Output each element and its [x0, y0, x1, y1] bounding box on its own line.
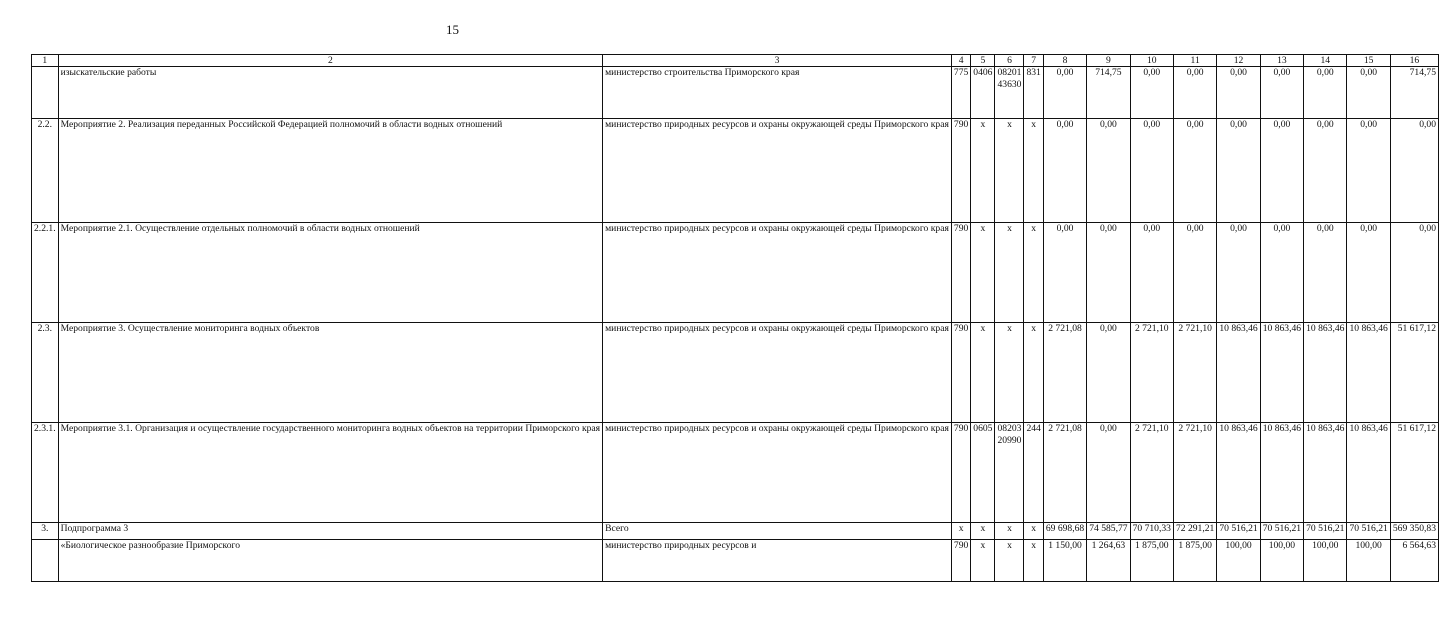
column-header-12: 12	[1217, 55, 1260, 67]
cell-col-13: 10 863,46	[1260, 423, 1303, 523]
cell-col-2: «Биологическое разнообразие Приморского	[58, 540, 603, 582]
cell-col-16: 0,00	[1390, 223, 1438, 323]
cell-col-12: 10 863,46	[1217, 423, 1260, 523]
cell-col-12: 0,00	[1217, 223, 1260, 323]
cell-col-8: 2 721,08	[1043, 323, 1086, 423]
cell-col-11: 72 291,21	[1173, 523, 1216, 540]
column-header-7: 7	[1024, 55, 1043, 67]
column-header-15: 15	[1347, 55, 1390, 67]
cell-col-1: 3.	[32, 523, 59, 540]
cell-col-11: 0,00	[1173, 223, 1216, 323]
column-header-2: 2	[58, 55, 603, 67]
column-header-13: 13	[1260, 55, 1303, 67]
page-number: 15	[446, 22, 459, 37]
table-row	[32, 67, 1439, 119]
cell-col-1: 2.3.1.	[32, 423, 59, 523]
cell-col-3: министерство строительства Приморского края	[603, 67, 952, 119]
column-header-9: 9	[1087, 55, 1130, 67]
cell-col-3: министерство природных ресурсов и охраны окружающей среды Приморского края	[603, 223, 952, 323]
cell-col-2: Подпрограмма 3	[58, 523, 603, 540]
column-header-5: 5	[971, 55, 995, 67]
cell-col-12: 0,00	[1217, 119, 1260, 223]
cell-col-7: x	[1024, 323, 1043, 423]
cell-col-14: 0,00	[1304, 223, 1347, 323]
cell-col-15: 10 863,46	[1347, 423, 1390, 523]
cell-col-6: 08203 20990	[995, 423, 1024, 523]
cell-col-10: 0,00	[1130, 67, 1173, 119]
cell-col-12: 10 863,46	[1217, 323, 1260, 423]
cell-col-2: Мероприятие 3.1. Организация и осуществление государственного мониторинга водных объектов на территории Приморского края	[58, 423, 603, 523]
cell-col-9: 714,75	[1087, 67, 1130, 119]
cell-col-3: министерство природных ресурсов и	[603, 540, 952, 582]
cell-col-15: 70 516,21	[1347, 523, 1390, 540]
cell-col-15: 0,00	[1347, 119, 1390, 223]
cell-col-13: 0,00	[1260, 223, 1303, 323]
cell-col-5: 0605	[971, 423, 995, 523]
cell-col-7: x	[1024, 223, 1043, 323]
cell-col-15: 0,00	[1347, 223, 1390, 323]
cell-col-14: 0,00	[1304, 67, 1347, 119]
column-header-10: 10	[1130, 55, 1173, 67]
cell-col-4: x	[951, 523, 970, 540]
table-row	[32, 119, 1439, 223]
cell-col-7: 831	[1024, 67, 1043, 119]
cell-col-9: 1 264,63	[1087, 540, 1130, 582]
cell-col-3: министерство природных ресурсов и охраны окружающей среды Приморского края	[603, 423, 952, 523]
cell-col-6: x	[995, 523, 1024, 540]
cell-col-11: 2 721,10	[1173, 423, 1216, 523]
cell-col-10: 2 721,10	[1130, 323, 1173, 423]
cell-col-6: x	[995, 540, 1024, 582]
cell-col-5: x	[971, 323, 995, 423]
cell-col-9: 0,00	[1087, 323, 1130, 423]
cell-col-13: 70 516,21	[1260, 523, 1303, 540]
cell-col-13: 0,00	[1260, 119, 1303, 223]
cell-col-13: 10 863,46	[1260, 323, 1303, 423]
cell-col-1: 2.3.	[32, 323, 59, 423]
cell-col-1: 2.2.	[32, 119, 59, 223]
cell-col-3: министерство природных ресурсов и охраны окружающей среды Приморского края	[603, 323, 952, 423]
column-header-3: 3	[603, 55, 952, 67]
table-row	[32, 523, 1439, 540]
cell-col-8: 0,00	[1043, 119, 1086, 223]
cell-col-16: 51 617,12	[1390, 323, 1438, 423]
cell-col-12: 70 516,21	[1217, 523, 1260, 540]
cell-col-15: 100,00	[1347, 540, 1390, 582]
table-row	[32, 223, 1439, 323]
cell-col-16: 6 564,63	[1390, 540, 1438, 582]
cell-col-1	[32, 540, 59, 582]
cell-col-16: 569 350,83	[1390, 523, 1438, 540]
cell-col-1: 2.2.1.	[32, 223, 59, 323]
column-header-4: 4	[951, 55, 970, 67]
cell-col-5: x	[971, 223, 995, 323]
table-row	[32, 540, 1439, 582]
cell-col-11: 0,00	[1173, 67, 1216, 119]
cell-col-10: 0,00	[1130, 223, 1173, 323]
cell-col-13: 0,00	[1260, 67, 1303, 119]
cell-col-14: 0,00	[1304, 119, 1347, 223]
cell-col-12: 100,00	[1217, 540, 1260, 582]
cell-col-15: 10 863,46	[1347, 323, 1390, 423]
cell-col-9: 74 585,77	[1087, 523, 1130, 540]
cell-col-7: x	[1024, 523, 1043, 540]
column-header-11: 11	[1173, 55, 1216, 67]
cell-col-11: 2 721,10	[1173, 323, 1216, 423]
cell-col-13: 100,00	[1260, 540, 1303, 582]
cell-col-9: 0,00	[1087, 119, 1130, 223]
cell-col-11: 1 875,00	[1173, 540, 1216, 582]
cell-col-10: 70 710,33	[1130, 523, 1173, 540]
column-header-8: 8	[1043, 55, 1086, 67]
cell-col-14: 100,00	[1304, 540, 1347, 582]
cell-col-1	[32, 67, 59, 119]
cell-col-6: x	[995, 119, 1024, 223]
cell-col-10: 2 721,10	[1130, 423, 1173, 523]
cell-col-5: x	[971, 523, 995, 540]
column-header-14: 14	[1304, 55, 1347, 67]
cell-col-4: 790	[951, 223, 970, 323]
cell-col-2: Мероприятие 3. Осуществление мониторинга водных объектов	[58, 323, 603, 423]
cell-col-7: 244	[1024, 423, 1043, 523]
cell-col-15: 0,00	[1347, 67, 1390, 119]
cell-col-2: Мероприятие 2.1. Осуществление отдельных полномочий в области водных отношений	[58, 223, 603, 323]
cell-col-8: 0,00	[1043, 67, 1086, 119]
cell-col-6: x	[995, 223, 1024, 323]
cell-col-5: x	[971, 119, 995, 223]
cell-col-9: 0,00	[1087, 423, 1130, 523]
cell-col-12: 0,00	[1217, 67, 1260, 119]
cell-col-16: 714,75	[1390, 67, 1438, 119]
table-row	[32, 423, 1439, 523]
cell-col-4: 790	[951, 423, 970, 523]
column-header-6: 6	[995, 55, 1024, 67]
cell-col-6: x	[995, 323, 1024, 423]
budget-table	[31, 54, 1439, 582]
column-header-16: 16	[1390, 55, 1438, 67]
cell-col-8: 1 150,00	[1043, 540, 1086, 582]
cell-col-2: изыскательские работы	[58, 67, 603, 119]
cell-col-4: 790	[951, 540, 970, 582]
cell-col-14: 10 863,46	[1304, 423, 1347, 523]
cell-col-4: 790	[951, 323, 970, 423]
cell-col-4: 775	[951, 67, 970, 119]
cell-col-6: 08201 43630	[995, 67, 1024, 119]
cell-col-16: 51 617,12	[1390, 423, 1438, 523]
cell-col-4: 790	[951, 119, 970, 223]
cell-col-5: x	[971, 540, 995, 582]
table-header-row	[32, 55, 1439, 67]
cell-col-11: 0,00	[1173, 119, 1216, 223]
cell-col-3: министерство природных ресурсов и охраны окружающей среды Приморского края	[603, 119, 952, 223]
cell-col-5: 0406	[971, 67, 995, 119]
cell-col-16: 0,00	[1390, 119, 1438, 223]
cell-col-2: Мероприятие 2. Реализация переданных Российской Федерацией полномочий в области водных отношений	[58, 119, 603, 223]
cell-col-10: 0,00	[1130, 119, 1173, 223]
cell-col-3: Всего	[603, 523, 952, 540]
column-header-1: 1	[32, 55, 59, 67]
cell-col-8: 2 721,08	[1043, 423, 1086, 523]
cell-col-8: 69 698,68	[1043, 523, 1086, 540]
cell-col-9: 0,00	[1087, 223, 1130, 323]
cell-col-8: 0,00	[1043, 223, 1086, 323]
cell-col-7: x	[1024, 540, 1043, 582]
cell-col-7: x	[1024, 119, 1043, 223]
cell-col-10: 1 875,00	[1130, 540, 1173, 582]
cell-col-14: 10 863,46	[1304, 323, 1347, 423]
table-row	[32, 323, 1439, 423]
cell-col-14: 70 516,21	[1304, 523, 1347, 540]
